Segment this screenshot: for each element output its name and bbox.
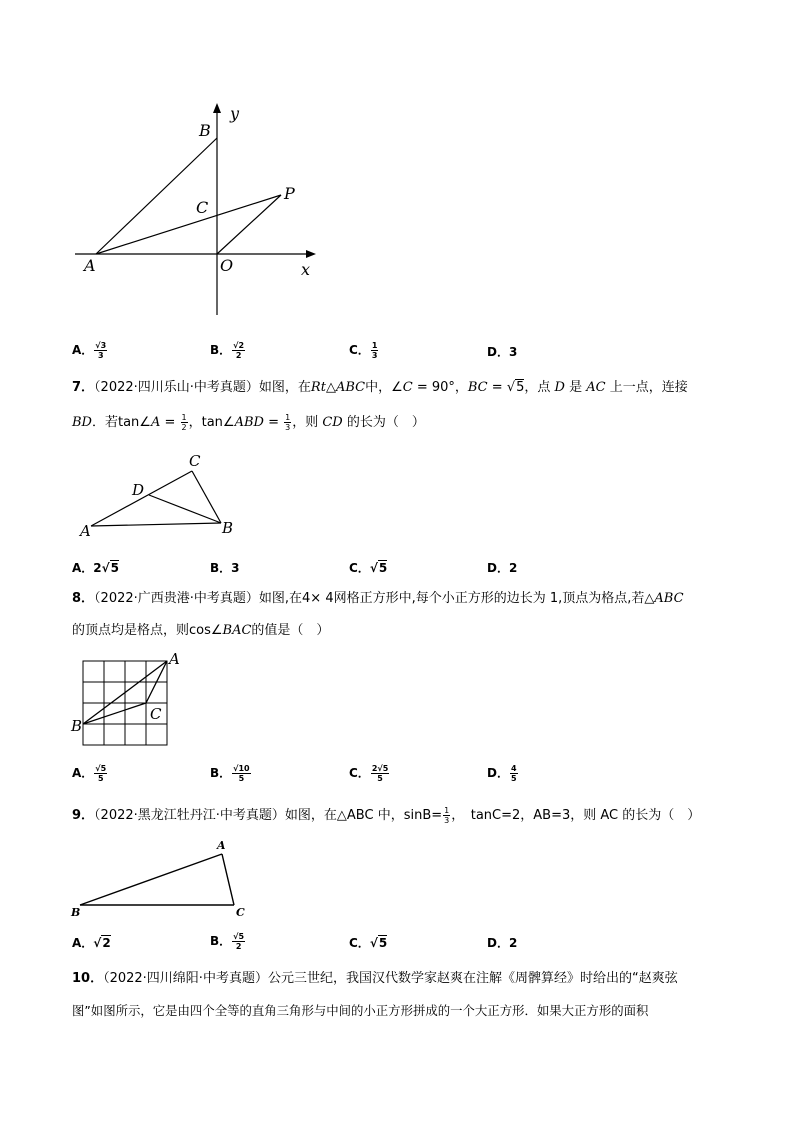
segment-BA	[80, 854, 222, 905]
q8-line1: 8．（2022·广西贵港·中考真题）如图,在4× 4网格正方形中,每个小正方形的边长为 1,顶点为格点,若△ABC	[72, 591, 684, 606]
label-C: C	[150, 705, 162, 723]
segment-OP	[217, 195, 281, 254]
label-D: D	[132, 481, 145, 499]
q7-figure	[75, 448, 245, 540]
q7-option-c[interactable]: C．√5	[349, 561, 388, 575]
label-A: A	[217, 839, 226, 852]
label-O: O	[220, 256, 234, 275]
q7-option-b[interactable]: B．3	[210, 561, 240, 575]
label-A: A	[84, 256, 96, 275]
q8-option-d[interactable]: D． $\frac{4}{5}$	[487, 764, 517, 783]
label-B: B	[71, 906, 81, 919]
label-B: B	[71, 717, 83, 735]
q7-line2: BD．若tan∠A = $\frac{1}{2}$ ，tan∠ABD = $\frac{1}{3}$ ，则 CD 的长为（ ）	[72, 413, 425, 432]
q8-figure	[68, 648, 188, 748]
label-C: C	[196, 198, 209, 217]
q8-option-c[interactable]: C． $\frac{2√5}{5}$	[349, 764, 389, 783]
label-C: C	[236, 906, 245, 919]
label-B: B	[199, 121, 211, 140]
q9-option-c[interactable]: C．√5	[349, 936, 388, 950]
grid	[83, 661, 167, 745]
segment-AB	[96, 138, 217, 254]
x-axis-arrow-icon	[306, 250, 316, 258]
q10-line1: 10．（2022·四川绵阳·中考真题）公元三世纪，我国汉代数学家赵爽在注解《周髀算经》时给出的“赵爽弦	[72, 971, 678, 986]
label-C: C	[189, 452, 201, 470]
q6-figure	[60, 95, 330, 325]
q7-line1: 7．（2022·四川乐山·中考真题）如图，在Rt△ABC中，∠C = 90°，BC = √5，点 D 是 AC 上一点，连接	[72, 380, 688, 395]
label-A: A	[80, 522, 91, 540]
q9-option-a[interactable]: A．√2	[72, 936, 111, 950]
segment-BC	[83, 703, 146, 724]
q7-option-d[interactable]: D．2	[487, 561, 518, 575]
q6-option-b[interactable]: B． $\frac{√2}{2}$	[210, 341, 245, 360]
q9-figure	[68, 836, 258, 921]
label-B: B	[222, 519, 234, 537]
q8-option-b[interactable]: B． $\frac{√10}{5}$	[210, 764, 250, 783]
segment-AB	[91, 523, 221, 526]
q6-option-d[interactable]: D．3	[487, 345, 518, 359]
q8-line2: 的顶点均是格点，则cos∠BAC的值是（ ）	[72, 623, 330, 638]
label-P: P	[284, 184, 295, 203]
q6-option-a[interactable]: A． $\frac{√3}{3}$	[72, 341, 107, 360]
q9-option-d[interactable]: D．2	[487, 936, 518, 950]
q9-option-b[interactable]: B． $\frac{√5}{2}$	[210, 932, 245, 951]
label-A: A	[169, 650, 180, 668]
segment-AP	[96, 195, 281, 254]
segment-DB	[149, 495, 221, 523]
q6-option-c[interactable]: C． $\frac{1}{3}$	[349, 341, 378, 360]
y-axis-arrow-icon	[213, 103, 221, 113]
label-y: y	[230, 104, 240, 123]
q10-line2: 图”如图所示，它是由四个全等的直角三角形与中间的小正方形拼成的一个大正方形．如果大正方形的面积	[72, 1003, 649, 1018]
segment-AC	[222, 854, 234, 905]
q7-option-a[interactable]: A．2√5	[72, 561, 120, 575]
label-x: x	[301, 260, 311, 279]
segment-CB	[192, 471, 221, 523]
q8-option-a[interactable]: A． $\frac{√5}{5}$	[72, 764, 107, 783]
q9-line1: 9．（2022·黑龙江牡丹江·中考真题）如图，在△ABC 中，sinB= $\frac{1}{3}$ ， tanC=2，AB=3，则 AC 的长为（ ）	[72, 806, 701, 825]
